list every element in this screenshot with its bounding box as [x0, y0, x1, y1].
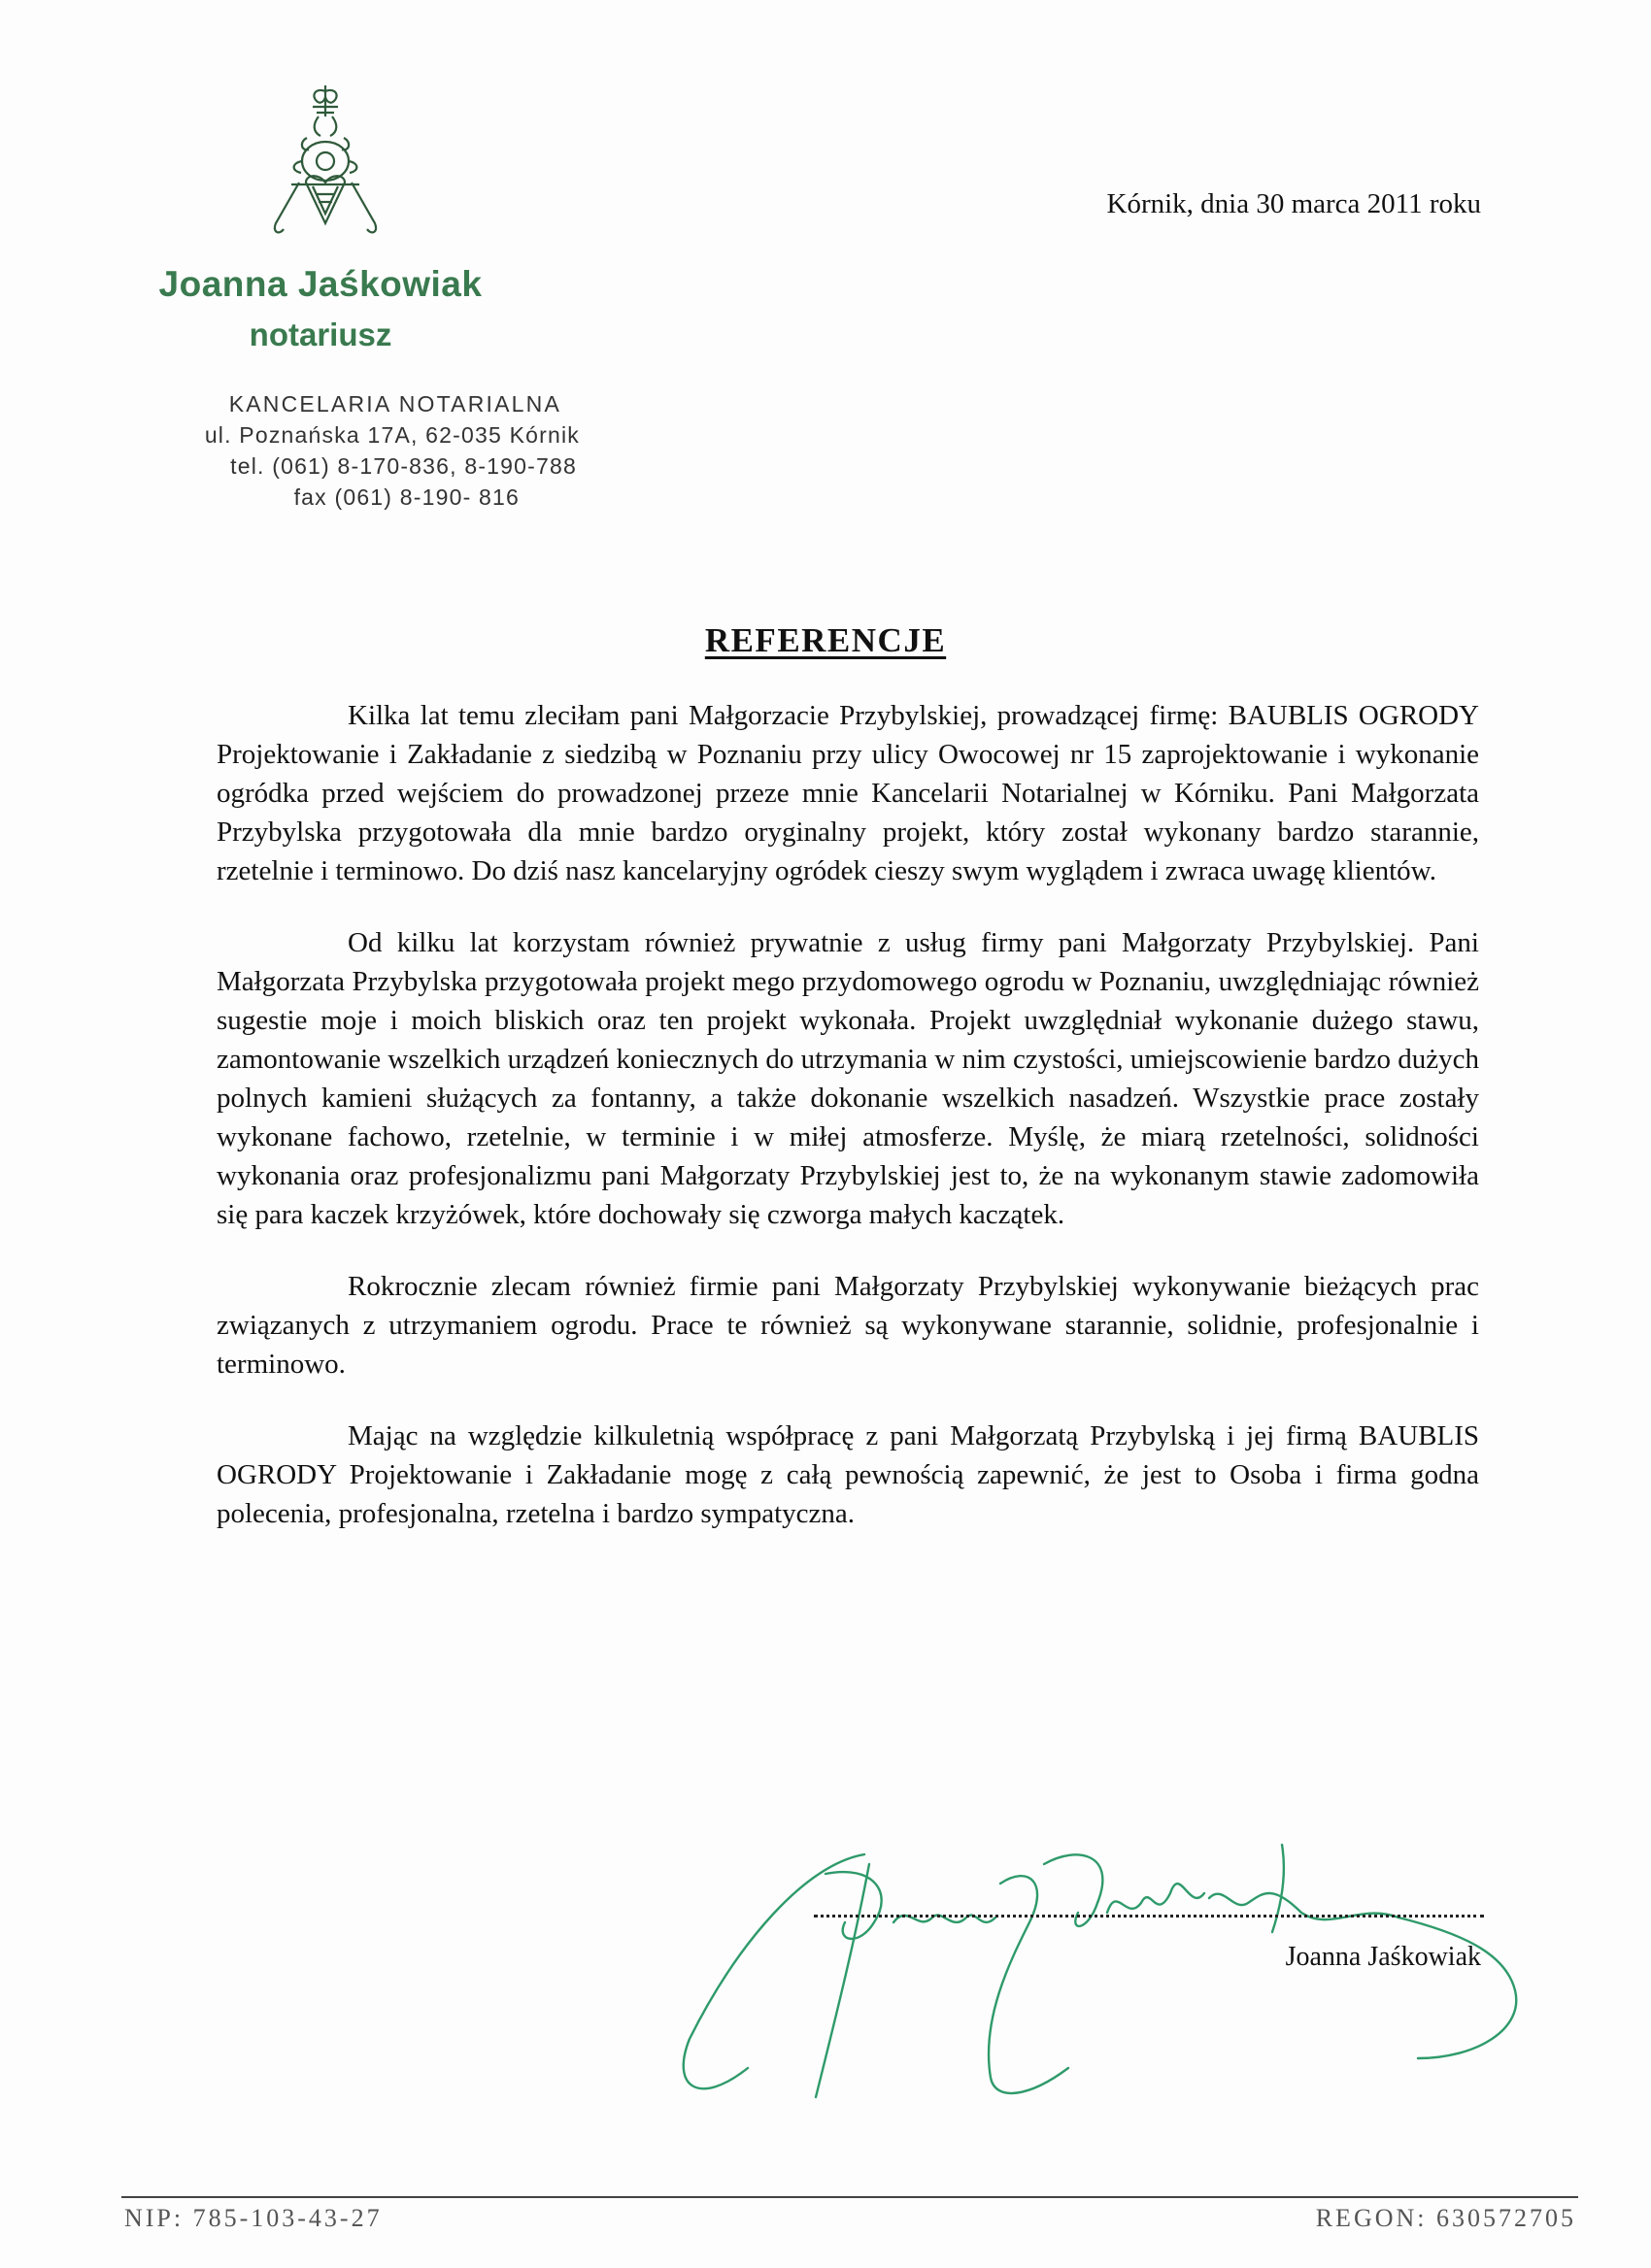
document-body [217, 696, 1479, 1566]
document-date: Kórnik, dnia 30 marca 2011 roku [1106, 188, 1481, 219]
footer-regon: REGON: 630572705 [1315, 2204, 1576, 2232]
letterhead-name: Joanna Jaśkowiak [158, 264, 483, 304]
body-paragraph: Mając na względzie kilkuletnią współpracę z pani Małgorzatą Przybylską i jej firmą BAUBLIS OGRODY Projektowanie i Zakładanie mogę z całą pewnością zapewnić, że jest to Osoba i firma godna polecenia, profesjonalna, rzetelna i bardzo sympatyczna. [217, 1420, 1479, 1529]
signature-line [814, 1915, 1484, 1918]
document-heading: REFERENCJE [704, 621, 947, 659]
address-line-fax: fax (061) 8-190- 816 [293, 484, 520, 510]
address-line-street: ul. Poznańska 17A, 62-035 Kórnik [204, 422, 580, 448]
footer-nip: NIP: 785-103-43-27 [124, 2204, 383, 2232]
body-paragraph: Od kilku lat korzystam również prywatnie z usług firmy pani Małgorzaty Przybylskiej. Pani Małgorzata Przybylska przygotowała projekt mego przydomowego ogrodu w Poznaniu, uwzględniając również sugestie moje i moich bliskich oraz ten projekt wykonała. Projekt uwzględniał wykonanie dużego stawu, zamontowanie wszelkich urządzeń koniecznych do utrzymania w nim czystości, umiejscowienie bardzo dużych polnych kamieni służących za fontanny, a także dokonanie wszelkich nasadzeń. Wszystkie prace zostały wykonane fachowo, rzetelnie, w terminie i w miłej atmosferze. Myślę, że miarą rzetelności, solidności wykonania oraz profesjonalizmu pani Małgorzaty Przybylskiej jest to, że na wykonanym stawie zadomowiła się para kaczek krzyżówek, które dochowały się czworga małych kaczątek. [217, 927, 1479, 1230]
signatory-name: Joanna Jaśkowiak [1285, 1942, 1481, 1972]
footer-divider [121, 2196, 1578, 2198]
letterhead-title: notariusz [249, 317, 392, 352]
address-line-office: KANCELARIA NOTARIALNA [228, 391, 561, 417]
address-line-phone: tel. (061) 8-170-836, 8-190-788 [230, 453, 577, 479]
notary-emblem-icon [262, 78, 388, 262]
letterhead-address [58, 388, 583, 513]
body-paragraph: Rokrocznie zlecam również firmie pani Małgorzaty Przybylskiej wykonywanie bieżących prac związanych z utrzymaniem ogrodu. Prace te również są wykonywane starannie, solidnie, profesjonalnie i terminowo. [217, 1271, 1479, 1380]
body-paragraph: Kilka lat temu zleciłam pani Małgorzacie Przybylskiej, prowadzącej firmę: BAUBLIS OGRODY Projektowanie i Zakładanie z siedzibą w Poznaniu przy ulicy Owocowej nr 15 zaprojektowanie i wykonanie ogródka przed wejściem do prowadzonej przeze mnie Kancelarii Notarialnej w Kórniku. Pani Małgorzata Przybylska przygotowała dla mnie bardzo oryginalny projekt, który został wykonany bardzo starannie, rzetelnie i terminowo. Do dziś nasz kancelaryjny ogródek cieszy swym wyglądem i zwraca uwagę klientów. [217, 700, 1479, 886]
